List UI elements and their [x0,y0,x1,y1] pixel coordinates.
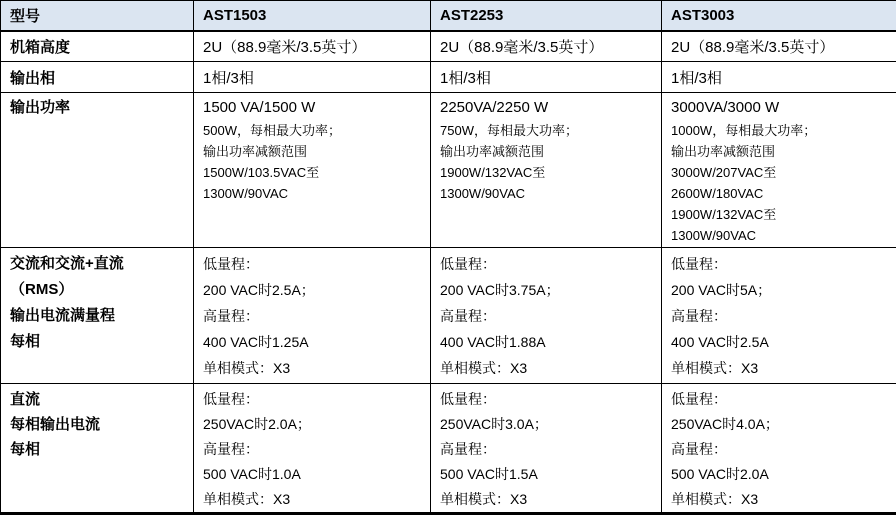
cell-ac-rms-current-ast1503 [194,248,431,384]
spec-line: 1900W/132VAC至 [671,207,777,222]
cell-output-phase-ast1503: 1相/3相 [194,62,431,93]
row-label-line: 每相输出电流 [10,416,101,433]
spec-line: 单相模式：X3 [440,491,528,507]
spec-line: 高量程： [440,441,496,457]
row-label-line: 直流 [10,391,41,408]
cell-output-power-ast3003 [662,93,896,248]
cell-output-phase-ast2253: 1相/3相 [431,62,662,93]
row-label-line: 每相 [10,333,41,350]
spec-line: 500W，每相最大功率； [203,123,341,138]
spec-line: 单相模式：X3 [203,491,291,507]
spec-line: 3000W/207VAC至 [671,165,777,180]
spec-line: 200 VAC时3.75A； [440,282,560,298]
spec-line: 低量程： [203,391,259,407]
spec-line: 1500 VA/1500 W [203,99,316,116]
spec-line: 1900W/132VAC至 [440,165,546,180]
spec-line: 250VAC时2.0A； [203,416,311,432]
row-label-line: 输出功率 [10,99,71,116]
spec-line: 2250VA/2250 W [440,99,549,116]
spec-line: 750W，每相最大功率； [440,123,578,138]
cell-output-power-ast1503 [194,93,431,248]
row-label-line: （RMS） [10,281,74,298]
spec-line: 400 VAC时2.5A [671,334,769,350]
spec-line: 高量程： [203,308,259,324]
spec-line: 3000VA/3000 W [671,99,780,116]
spec-line: 高量程： [440,308,496,324]
spec-line: 低量程： [203,256,259,272]
spec-line: 单相模式：X3 [671,491,759,507]
spec-line: 400 VAC时1.25A [203,334,309,350]
spec-line: 低量程： [440,256,496,272]
spec-line: 输出功率减额范围 [203,144,308,159]
header-row [1,1,896,31]
spec-line: 200 VAC时5A； [671,282,772,298]
spec-line: 500 VAC时1.0A [203,466,301,482]
spec-line: 500 VAC时2.0A [671,466,769,482]
row-label-output-power [1,93,194,248]
row-chassis-height [1,31,896,62]
cell-output-power-ast2253 [431,93,662,248]
spec-line: 高量程： [671,441,727,457]
header-model-label: 型号 [1,1,194,31]
row-ac-rms-output-current [1,248,896,384]
cell-chassis-height-ast3003: 2U（88.9毫米/3.5英寸） [662,31,896,62]
spec-line: 500 VAC时1.5A [440,466,538,482]
spec-line: 高量程： [203,441,259,457]
spec-line: 低量程： [671,256,727,272]
row-label-dc-output-current [1,384,194,514]
spec-line: 单相模式：X3 [671,360,759,376]
header-model-ast1503: AST1503 [194,1,431,31]
spec-line: 单相模式：X3 [203,360,291,376]
cell-ac-rms-current-ast2253 [431,248,662,384]
row-label-line: 交流和交流+直流 [10,255,124,272]
spec-line: 1300W/90VAC [671,228,757,243]
spec-line: 输出功率减额范围 [671,144,776,159]
cell-chassis-height-ast1503: 2U（88.9毫米/3.5英寸） [194,31,431,62]
cell-dc-current-ast2253 [431,384,662,514]
cell-ac-rms-current-ast3003 [662,248,896,384]
spec-line: 250VAC时4.0A； [671,416,779,432]
spec-line: 1000W，每相最大功率； [671,123,817,138]
spec-line: 输出功率减额范围 [440,144,545,159]
header-model-ast3003: AST3003 [662,1,896,31]
spec-line: 200 VAC时2.5A； [203,282,315,298]
spec-line: 1300W/90VAC [203,186,289,201]
row-label-ac-rms-output-current [1,248,194,384]
cell-chassis-height-ast2253: 2U（88.9毫米/3.5英寸） [431,31,662,62]
spec-line: 1300W/90VAC [440,186,526,201]
spec-line: 单相模式：X3 [440,360,528,376]
spec-line: 250VAC时3.0A； [440,416,548,432]
spec-line: 2600W/180VAC [671,186,764,201]
row-label-line: 输出电流满量程 [10,307,116,324]
spec-line: 低量程： [440,391,496,407]
cell-output-phase-ast3003: 1相/3相 [662,62,896,93]
spec-line: 1500W/103.5VAC至 [203,165,320,180]
row-label-output-phase: 输出相 [1,62,194,93]
row-label-chassis-height: 机箱高度 [1,31,194,62]
header-model-ast2253: AST2253 [431,1,662,31]
cell-dc-current-ast1503 [194,384,431,514]
spec-line: 低量程： [671,391,727,407]
row-label-line: 每相 [10,441,41,458]
row-dc-output-current [1,384,896,514]
row-output-phase [1,62,896,93]
row-output-power [1,93,896,248]
spec-line: 400 VAC时1.88A [440,334,546,350]
cell-dc-current-ast3003 [662,384,896,514]
spec-line: 高量程： [671,308,727,324]
